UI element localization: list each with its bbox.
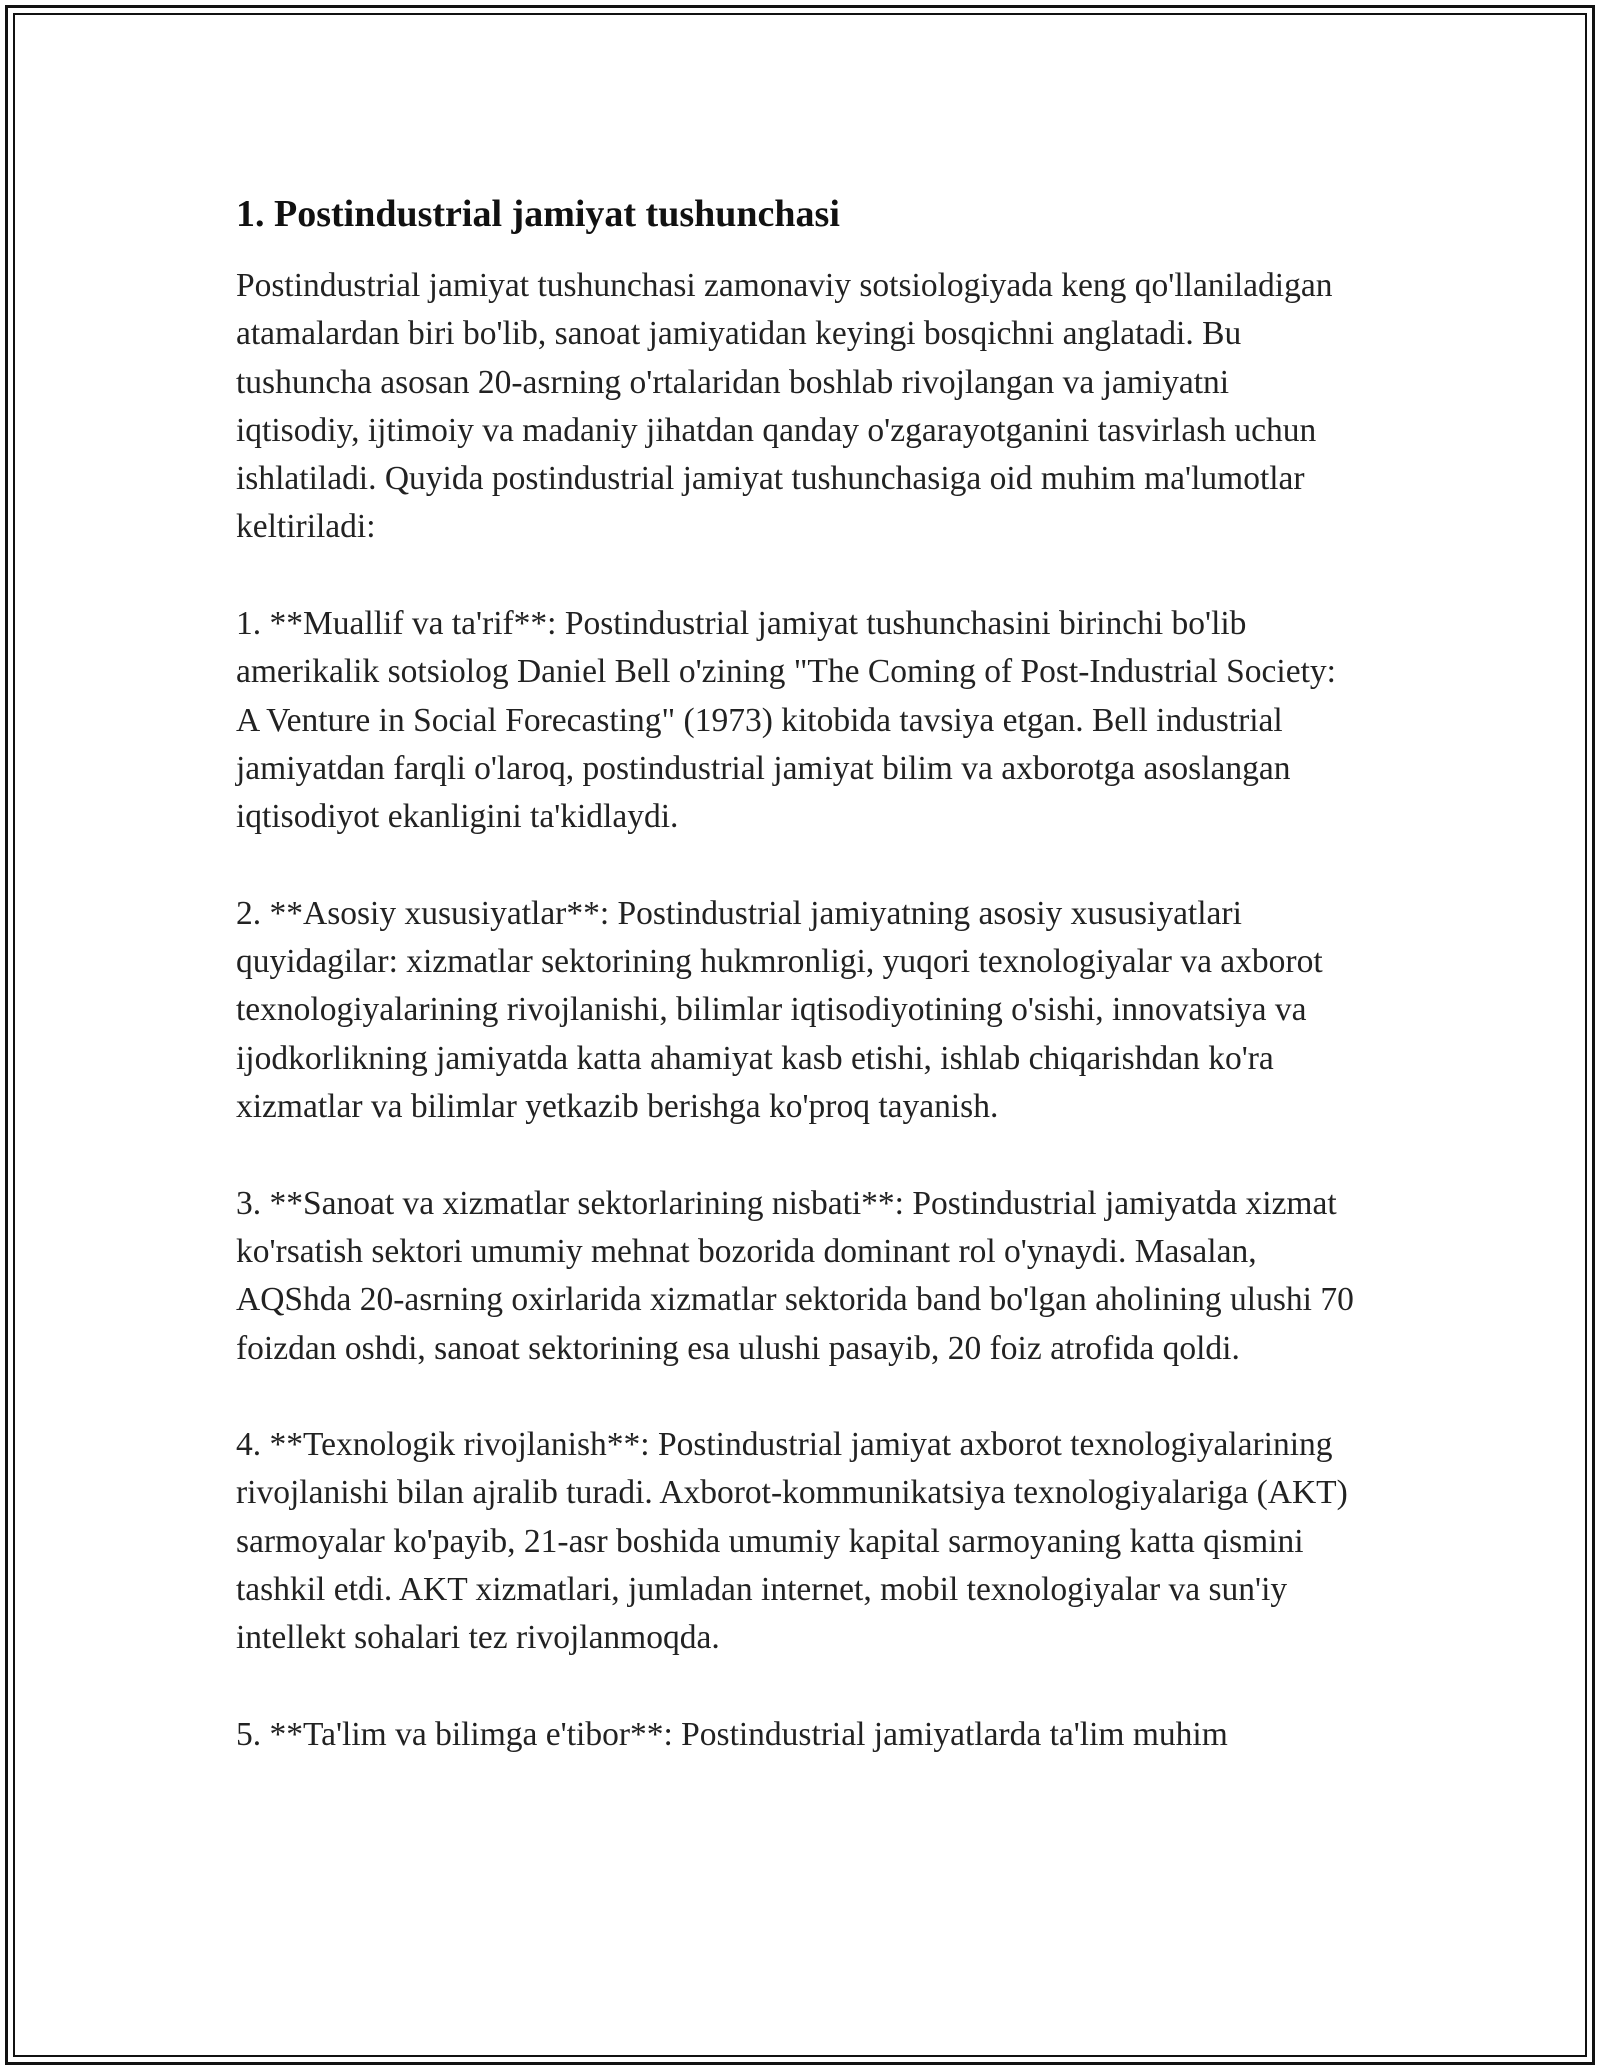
section-heading: 1. Postindustrial jamiyat tushunchasi (236, 193, 840, 235)
list-item-education: 5. **Ta'lim va bilimga e'tibor**: Postindustrial jamiyatlarda ta'lim muhim (236, 1715, 1228, 1753)
list-item-features: 2. **Asosiy xususiyatlar**: Postindustrial jamiyatning asosiy xususiyatlari quyidagilar: xizmatlar sektorining hukmronligi, yuqori texnologiyalar va axborot texnologiyalarining rivojlanishi, bilimlar iqtisodiyotining o'sishi, innovatsiya va ijodkorlikning jamiyatda katta ahamiyat kasb etishi, ishlab chiqarishdan ko'ra xizmatlar va bilimlar yetkazib berishga ko'proq tayanish. (236, 894, 1323, 1126)
list-item-sectors: 3. **Sanoat va xizmatlar sektorlarining nisbati**: Postindustrial jamiyatda xizmat ko'rsatish sektori umumiy mehnat bozorida dominant rol o'ynaydi. Masalan, AQShda 20-asrning oxirlarida xizmatlar sektorida band bo'lgan aholining ulushi 70 foizdan oshdi, sanoat sektorining esa ulushi pasayib, 20 foiz atrofida qoldi. (236, 1184, 1354, 1367)
intro-paragraph: Postindustrial jamiyat tushunchasi zamonaviy sotsiologiyada keng qo'llaniladigan atamalardan biri bo'lib, sanoat jamiyatidan keyingi bosqichni anglatadi. Bu tushuncha asosan 20-asrning o'rtalaridan boshlab rivojlangan va jamiyatni iqtisodiy, ijtimoiy va madaniy jihatdan qanday o'zgarayotganini tasvirlash uchun ishlatiladi. Quyida postindustrial jamiyat tushunchasiga oid muhim ma'lumotlar keltiriladi: (236, 267, 1333, 546)
document-body (236, 190, 1356, 1808)
list-item-author: 1. **Muallif va ta'rif**: Postindustrial jamiyat tushunchasini birinchi bo'lib amerikalik sotsiolog Daniel Bell o'zining "The Coming of Post-Industrial Society: A Venture in Social Forecasting" (1973) kitobida tavsiya etgan. Bell industrial jamiyatdan farqli o'laroq, postindustrial jamiyat bilim va axborotga asoslangan iqtisodiyot ekanligini ta'kidlaydi. (236, 605, 1336, 836)
list-item-technology: 4. **Texnologik rivojlanish**: Postindustrial jamiyat axborot texnologiyalarining rivojlanishi bilan ajralib turadi. Axborot-kommunikatsiya texnologiyalariga (AKT) sarmoyalar ko'payib, 21-asr boshida umumiy kapital sarmoyaning katta qismini tashkil etdi. AKT xizmatlari, jumladan internet, mobil texnologiyalar va sun'iy intellekt sohalari tez rivojlanmoqda. (236, 1426, 1348, 1657)
